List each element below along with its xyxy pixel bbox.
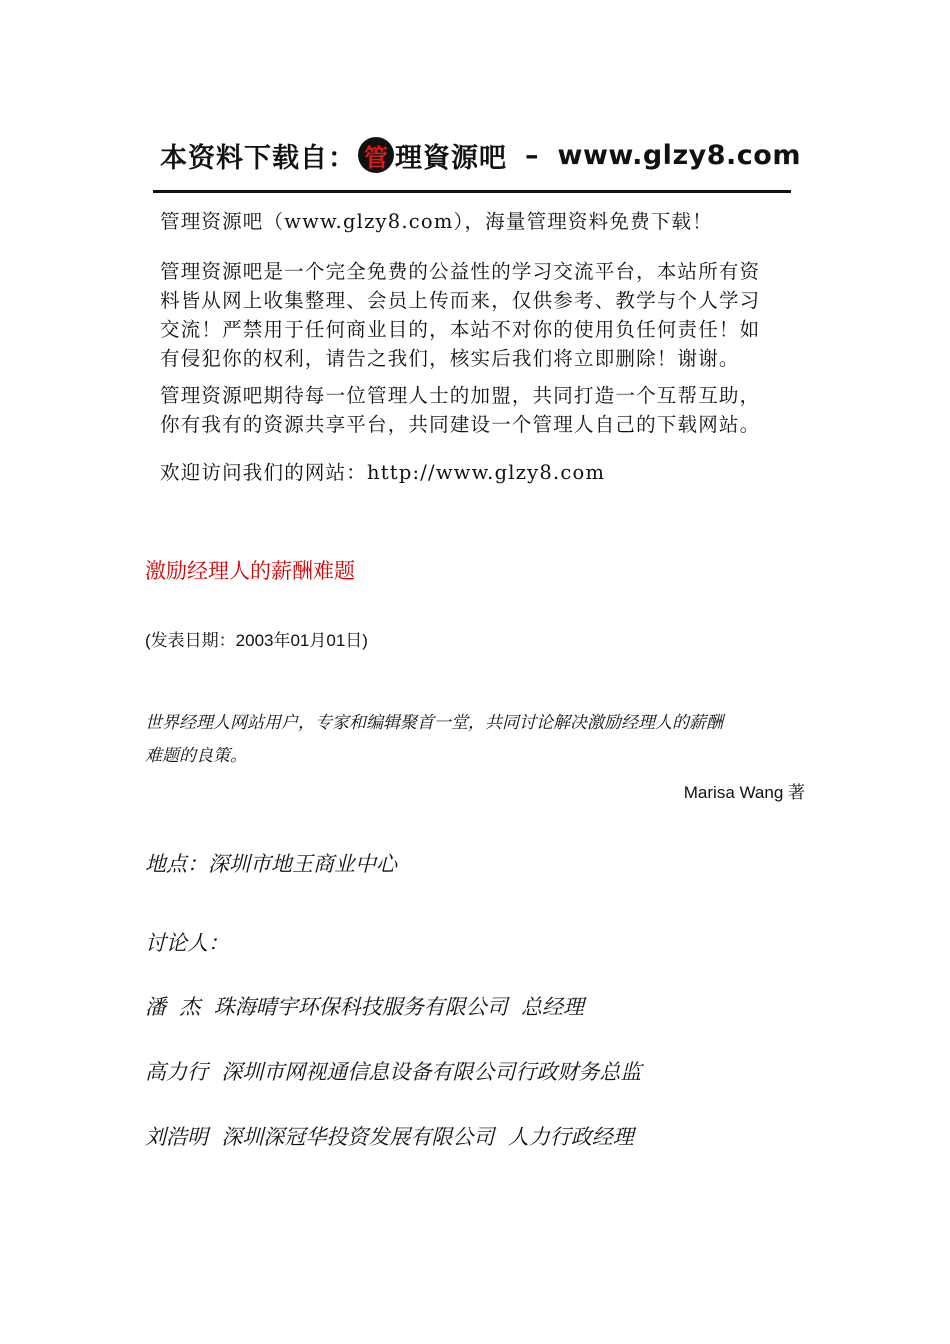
discussant-item: 高力行 深圳市网视通信息设备有限公司行政财务总监 — [145, 1060, 642, 1084]
notice-paragraph-1 — [160, 207, 800, 236]
publish-date: (发表日期：2003年01月01日) — [145, 631, 368, 650]
notice-paragraph-4 — [160, 458, 800, 487]
notice-line: 管理资源吧（www.glzy8.com），海量管理资料免费下载！ — [160, 210, 713, 233]
discussants-label: 讨论人： — [145, 931, 229, 955]
banner-prefix: 本资料下载自： — [160, 142, 356, 174]
notice-line: 交流！严禁用于任何商业目的，本站不对你的使用负任何责任！如 — [160, 318, 761, 341]
banner-site-name: 理資源吧 — [395, 142, 507, 174]
abstract-line: 难题的良策。 — [145, 746, 247, 766]
abstract-line: 世界经理人网站用户，专家和编辑聚首一堂，共同讨论解决激励经理人的薪酬 — [145, 713, 723, 733]
notice-line: 你有我有的资源共享平台，共同建设一个管理人自己的下载网站。 — [160, 413, 761, 436]
banner-url[interactable]: www.glzy8.com — [557, 139, 801, 171]
notice-line: 管理资源吧是一个完全免费的公益性的学习交流平台，本站所有资 — [160, 260, 761, 283]
notice-paragraph-2 — [160, 257, 800, 373]
notice-line: 有侵犯你的权利，请告之我们，核实后我们将立即删除！谢谢。 — [160, 347, 740, 370]
banner-divider — [153, 190, 791, 193]
site-logo-icon: 管 — [358, 137, 394, 173]
discussant-item: 刘浩明 深圳深冠华投资发展有限公司 人力行政经理 — [145, 1125, 634, 1149]
banner-dash: – — [525, 139, 540, 171]
notice-line: 欢迎访问我们的网站：http://www.glzy8.com — [160, 461, 606, 484]
discussant-item: 潘 杰 珠海晴宇环保科技服务有限公司 总经理 — [145, 995, 585, 1019]
notice-paragraph-3 — [160, 381, 800, 439]
article-title: 激励经理人的薪酬难题 — [145, 559, 355, 583]
notice-line: 管理资源吧期待每一位管理人士的加盟，共同打造一个互帮互助， — [160, 384, 761, 407]
download-banner — [160, 132, 801, 178]
article-abstract — [145, 707, 810, 773]
meeting-location: 地点：深圳市地王商业中心 — [145, 852, 397, 876]
notice-line: 料皆从网上收集整理、会员上传而来，仅供参考、教学与个人学习 — [160, 289, 761, 312]
article-author: Marisa Wang 著 — [683, 783, 805, 802]
